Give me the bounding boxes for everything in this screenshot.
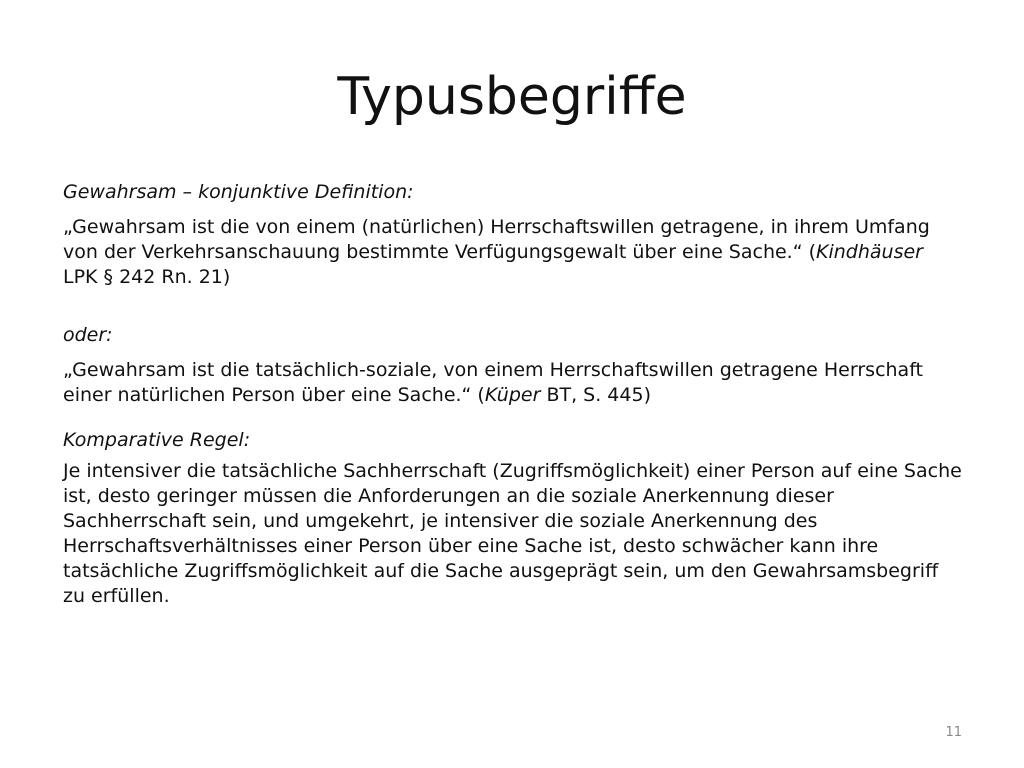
quote-source: BT, S. 445) bbox=[540, 384, 651, 406]
quote-text: „Gewahrsam ist die von einem (natürlichen) Herrschaftswillen getragene, in ihrem Umfang von der Verkehrsanschauung bestimmte Verfügungsgewalt über eine Sache.“ ( bbox=[63, 216, 930, 263]
slide-title: Typusbegriffe bbox=[337, 67, 687, 127]
definition-quote-kindhaeuser bbox=[63, 215, 963, 290]
slide-body bbox=[63, 180, 963, 609]
quote-source: LPK § 242 Rn. 21) bbox=[63, 266, 231, 288]
definition-label-or: oder: bbox=[63, 324, 113, 346]
quote-author: Küper bbox=[484, 384, 541, 406]
comparative-rule-text: Je intensiver die tatsächliche Sachherrschaft (Zugriffsmöglichkeit) einer Person auf eine Sache ist, desto geringer müssen die Anforderungen an die soziale Anerkennung dieser Sachherrschaft sein, und umgekehrt, je intensiver die soziale Anerkennung des Herrschaftsverhältnisses einer Person über eine Sache ist, desto schwächer kann ihre tatsächliche Zugriffsmöglichkeit auf die Sache ausgeprägt sein, um den Gewahrsamsbegriff zu erfüllen. bbox=[63, 460, 962, 607]
quote-text: „Gewahrsam ist die tatsächlich-soziale, von einem Herrschaftswillen getragene Herrschaft einer natürlichen Person über eine Sache.“ ( bbox=[63, 359, 924, 406]
quote-author: Kindhäuser bbox=[816, 241, 923, 263]
definition-quote-kueper bbox=[63, 358, 963, 408]
rule-label-comparative: Komparative Regel: bbox=[63, 429, 251, 451]
definition-label-conjunctive: Gewahrsam – konjunktive Definition: bbox=[63, 181, 414, 203]
page-number: 11 bbox=[945, 725, 962, 740]
